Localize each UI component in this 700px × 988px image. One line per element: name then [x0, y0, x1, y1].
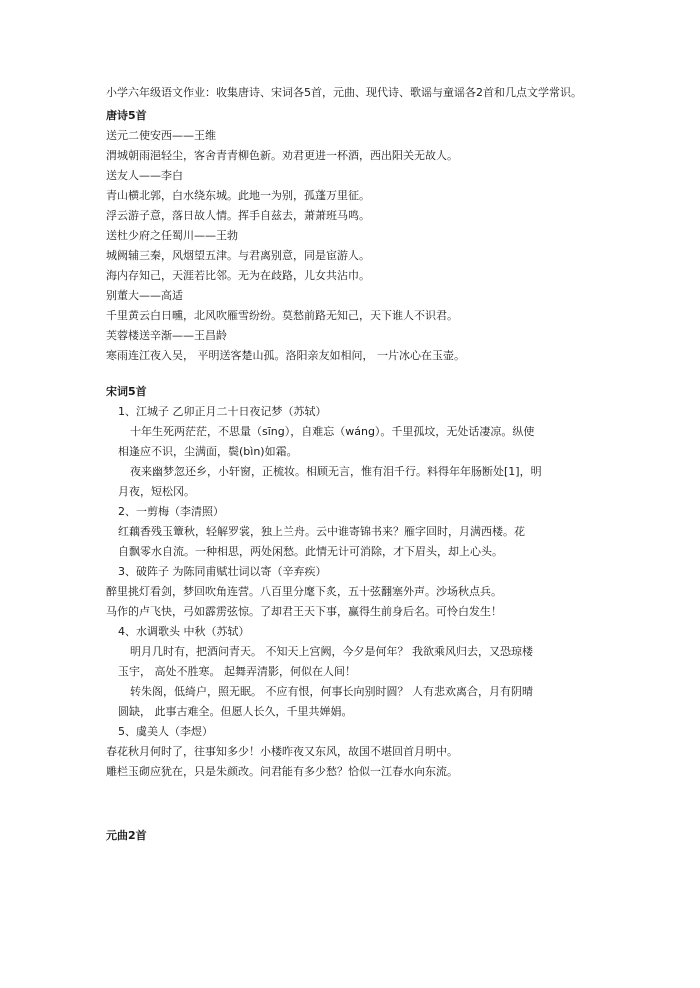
tang-poems-heading: 唐诗5首 [106, 109, 147, 122]
poem-title: 芙蓉楼送辛渐——王昌龄 [106, 329, 227, 342]
ci-line: 月夜，短松冈。 [118, 485, 195, 498]
poem-title: 送元二使安西——王维 [106, 129, 216, 142]
section-spacer [106, 366, 596, 382]
ci-title: 2、一剪梅（李清照） [118, 505, 224, 518]
ci-line: 相逢应不识，尘满面，鬓(bìn)如霜。 [118, 445, 298, 458]
ci-line: 雕栏玉砌应犹在，只是朱颜改。问君能有多少愁？恰似一江春水向东流。 [106, 765, 458, 778]
ci-line: 自飘零水自流。一种相思，两处闲愁。此情无计可消除，才下眉头，却上心头。 [118, 545, 503, 558]
poem-line: 青山横北郭，白水绕东城。此地一为别，孤蓬万里征。 [106, 189, 370, 202]
assignment-intro: 小学六年级语文作业：收集唐诗、宋词各5首，元曲、现代诗、歌谣与童谣各2首和几点文学常识。 [106, 86, 582, 99]
section-spacer [106, 782, 596, 826]
ci-line: 马作的卢飞快，弓如霹雳弦惊。了却君王天下事，赢得生前身后名。可怜白发生！ [106, 605, 502, 618]
poem-line: 浮云游子意，落日故人情。挥手自兹去，萧萧班马鸣。 [106, 209, 370, 222]
ci-line: 十年生死两茫茫，不思量（sīng），自难忘（wáng）。千里孤坟，无处话凄凉。纵使 [130, 425, 535, 438]
ci-title: 3、破阵子 为陈同甫赋壮词以寄（辛弃疾） [118, 565, 327, 578]
poem-line: 海内存知己，天涯若比邻。无为在歧路，儿女共沾巾。 [106, 269, 370, 282]
yuan-qu-heading: 元曲2首 [106, 829, 147, 842]
ci-title: 4、水调歌头 中秋（苏轼） [118, 625, 250, 638]
ci-line: 圆缺， 此事古难全。但愿人长久，千里共婵娟。 [118, 705, 353, 718]
ci-line: 红藕香残玉簟秋，轻解罗裳，独上兰舟。云中谁寄锦书来？雁字回时，月满西楼。花 [118, 525, 525, 538]
poem-title: 送友人——李白 [106, 169, 183, 182]
ci-line: 明月几时有，把酒问青天。 不知天上宫阙，今夕是何年？ 我欲乘风归去，又恐琼楼 [130, 645, 533, 658]
document-content [106, 84, 596, 846]
song-ci-heading: 宋词5首 [106, 385, 147, 398]
poem-title: 送杜少府之任蜀川——王勃 [106, 229, 238, 242]
poem-title: 别董大——高适 [106, 289, 183, 302]
ci-line: 转朱阁，低绮户，照无眠。 不应有恨，何事长向别时圆？ 人有悲欢离合，月有阴晴 [130, 685, 533, 698]
ci-title: 1、江城子 乙卯正月二十日夜记梦（苏轼） [118, 405, 327, 418]
poem-line: 千里黄云白日曛，北风吹雁雪纷纷。莫愁前路无知己，天下谁人不识君。 [106, 309, 458, 322]
ci-title: 5、虞美人（李煜） [118, 725, 213, 738]
ci-line: 春花秋月何时了，往事知多少！小楼昨夜又东风，故国不堪回首月明中。 [106, 745, 458, 758]
poem-line: 寒雨连江夜入吴， 平明送客楚山孤。洛阳亲友如相问， 一片冰心在玉壶。 [106, 349, 465, 362]
ci-line: 玉宇， 高处不胜寒。 起舞弄清影，何似在人间！ [118, 665, 356, 678]
poem-line: 渭城朝雨浥轻尘，客舍青青柳色新。劝君更进一杯酒，西出阳关无故人。 [106, 149, 458, 162]
ci-line: 夜来幽梦忽还乡，小轩窗，正梳妆。相顾无言，惟有泪千行。料得年年肠断处[1]，明 [130, 465, 542, 478]
ci-line: 醉里挑灯看剑，梦回吹角连营。八百里分麾下炙，五十弦翻塞外声。沙场秋点兵。 [106, 585, 502, 598]
poem-line: 城阙辅三秦，风烟望五津。与君离别意，同是宦游人。 [106, 249, 370, 262]
